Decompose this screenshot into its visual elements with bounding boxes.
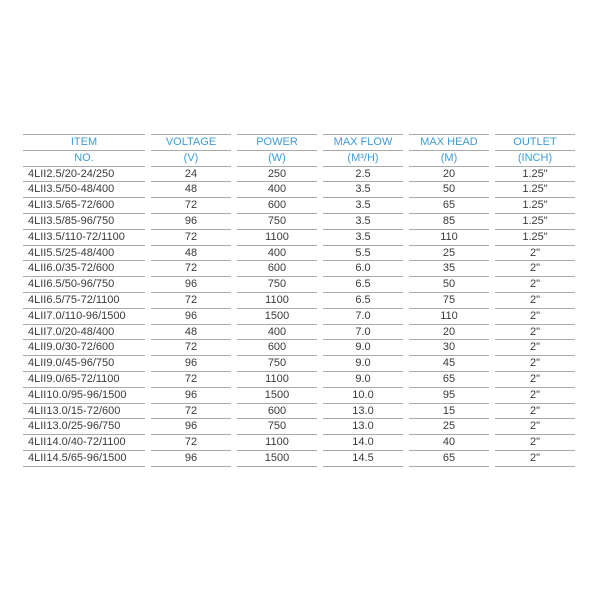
cell-voltage: 72 bbox=[151, 435, 231, 451]
cell-outlet: 2" bbox=[495, 388, 575, 404]
cell-voltage: 24 bbox=[151, 167, 231, 183]
cell-power: 400 bbox=[237, 325, 317, 341]
cell-outlet: 2" bbox=[495, 309, 575, 325]
cell-power: 600 bbox=[237, 404, 317, 420]
cell-max-head: 50 bbox=[409, 182, 489, 198]
pump-spec-table bbox=[17, 134, 581, 467]
cell-item-no: 4LII2.5/20-24/250 bbox=[23, 167, 145, 183]
cell-voltage: 96 bbox=[151, 214, 231, 230]
cell-outlet: 1.25" bbox=[495, 198, 575, 214]
cell-max-head: 35 bbox=[409, 261, 489, 277]
table-row bbox=[23, 293, 575, 309]
col-unit-item: NO. bbox=[23, 151, 145, 167]
cell-power: 1500 bbox=[237, 388, 317, 404]
cell-voltage: 72 bbox=[151, 404, 231, 420]
table-row bbox=[23, 182, 575, 198]
table-row bbox=[23, 277, 575, 293]
table-row bbox=[23, 325, 575, 341]
cell-outlet: 2" bbox=[495, 372, 575, 388]
cell-max-head: 50 bbox=[409, 277, 489, 293]
cell-max-head: 40 bbox=[409, 435, 489, 451]
col-unit-power: (W) bbox=[237, 151, 317, 167]
col-header-outlet: OUTLET bbox=[495, 134, 575, 151]
table-row bbox=[23, 261, 575, 277]
cell-outlet: 2" bbox=[495, 293, 575, 309]
cell-max-head: 85 bbox=[409, 214, 489, 230]
cell-max-head: 110 bbox=[409, 309, 489, 325]
cell-item-no: 4LII6.5/75-72/1100 bbox=[23, 293, 145, 309]
cell-power: 1100 bbox=[237, 293, 317, 309]
cell-voltage: 96 bbox=[151, 419, 231, 435]
table-row bbox=[23, 198, 575, 214]
cell-voltage: 48 bbox=[151, 246, 231, 262]
cell-power: 600 bbox=[237, 340, 317, 356]
cell-power: 400 bbox=[237, 182, 317, 198]
cell-voltage: 72 bbox=[151, 293, 231, 309]
cell-item-no: 4LII3.5/65-72/600 bbox=[23, 198, 145, 214]
cell-voltage: 72 bbox=[151, 198, 231, 214]
cell-outlet: 2" bbox=[495, 277, 575, 293]
cell-item-no: 4LII3.5/85-96/750 bbox=[23, 214, 145, 230]
cell-max-head: 25 bbox=[409, 246, 489, 262]
table-row bbox=[23, 451, 575, 467]
cell-outlet: 2" bbox=[495, 435, 575, 451]
cell-max-head: 45 bbox=[409, 356, 489, 372]
cell-power: 1100 bbox=[237, 372, 317, 388]
cell-item-no: 4LII14.0/40-72/1100 bbox=[23, 435, 145, 451]
cell-max-head: 110 bbox=[409, 230, 489, 246]
cell-outlet: 2" bbox=[495, 404, 575, 420]
col-unit-voltage: (V) bbox=[151, 151, 231, 167]
cell-voltage: 96 bbox=[151, 388, 231, 404]
cell-item-no: 4LII13.0/15-72/600 bbox=[23, 404, 145, 420]
cell-outlet: 1.25" bbox=[495, 182, 575, 198]
cell-voltage: 96 bbox=[151, 309, 231, 325]
table-row bbox=[23, 214, 575, 230]
cell-item-no: 4LII9.0/65-72/1100 bbox=[23, 372, 145, 388]
col-header-voltage: VOLTAGE bbox=[151, 134, 231, 151]
cell-max-flow: 5.5 bbox=[323, 246, 403, 262]
cell-voltage: 48 bbox=[151, 182, 231, 198]
cell-max-head: 15 bbox=[409, 404, 489, 420]
table-row bbox=[23, 230, 575, 246]
cell-max-head: 65 bbox=[409, 372, 489, 388]
cell-max-flow: 2.5 bbox=[323, 167, 403, 183]
table-row bbox=[23, 404, 575, 420]
cell-outlet: 1.25" bbox=[495, 230, 575, 246]
cell-outlet: 1.25" bbox=[495, 214, 575, 230]
cell-power: 750 bbox=[237, 277, 317, 293]
cell-max-flow: 10.0 bbox=[323, 388, 403, 404]
cell-max-flow: 6.5 bbox=[323, 277, 403, 293]
cell-max-flow: 14.0 bbox=[323, 435, 403, 451]
cell-item-no: 4LII3.5/50-48/400 bbox=[23, 182, 145, 198]
cell-item-no: 4LII5.5/25-48/400 bbox=[23, 246, 145, 262]
cell-power: 1500 bbox=[237, 451, 317, 467]
cell-max-head: 65 bbox=[409, 198, 489, 214]
table-row bbox=[23, 435, 575, 451]
col-unit-outlet: (INCH) bbox=[495, 151, 575, 167]
cell-max-flow: 7.0 bbox=[323, 309, 403, 325]
cell-power: 600 bbox=[237, 198, 317, 214]
cell-item-no: 4LII10.0/95-96/1500 bbox=[23, 388, 145, 404]
cell-voltage: 72 bbox=[151, 340, 231, 356]
cell-max-flow: 13.0 bbox=[323, 404, 403, 420]
col-unit-max-flow: (M³/H) bbox=[323, 151, 403, 167]
cell-power: 250 bbox=[237, 167, 317, 183]
table-header bbox=[23, 134, 575, 167]
table-row bbox=[23, 372, 575, 388]
cell-outlet: 2" bbox=[495, 356, 575, 372]
cell-voltage: 48 bbox=[151, 325, 231, 341]
col-unit-max-head: (M) bbox=[409, 151, 489, 167]
col-header-power: POWER bbox=[237, 134, 317, 151]
cell-max-head: 20 bbox=[409, 325, 489, 341]
cell-item-no: 4LII9.0/30-72/600 bbox=[23, 340, 145, 356]
header-row-units bbox=[23, 151, 575, 167]
table-row bbox=[23, 388, 575, 404]
cell-item-no: 4LII6.5/50-96/750 bbox=[23, 277, 145, 293]
cell-outlet: 2" bbox=[495, 246, 575, 262]
col-header-max-flow: MAX FLOW bbox=[323, 134, 403, 151]
cell-max-head: 30 bbox=[409, 340, 489, 356]
cell-max-head: 75 bbox=[409, 293, 489, 309]
cell-max-flow: 3.5 bbox=[323, 230, 403, 246]
cell-max-flow: 9.0 bbox=[323, 372, 403, 388]
cell-item-no: 4LII7.0/20-48/400 bbox=[23, 325, 145, 341]
cell-voltage: 96 bbox=[151, 277, 231, 293]
table-row bbox=[23, 309, 575, 325]
col-header-max-head: MAX HEAD bbox=[409, 134, 489, 151]
cell-voltage: 96 bbox=[151, 451, 231, 467]
header-row-primary bbox=[23, 134, 575, 151]
cell-max-flow: 9.0 bbox=[323, 340, 403, 356]
cell-power: 400 bbox=[237, 246, 317, 262]
cell-max-flow: 13.0 bbox=[323, 419, 403, 435]
cell-power: 1100 bbox=[237, 435, 317, 451]
cell-outlet: 2" bbox=[495, 340, 575, 356]
cell-outlet: 2" bbox=[495, 419, 575, 435]
cell-power: 750 bbox=[237, 214, 317, 230]
cell-outlet: 2" bbox=[495, 325, 575, 341]
cell-max-flow: 9.0 bbox=[323, 356, 403, 372]
table-row bbox=[23, 340, 575, 356]
cell-max-flow: 3.5 bbox=[323, 198, 403, 214]
cell-max-head: 20 bbox=[409, 167, 489, 183]
cell-item-no: 4LII13.0/25-96/750 bbox=[23, 419, 145, 435]
cell-outlet: 2" bbox=[495, 261, 575, 277]
table-row bbox=[23, 419, 575, 435]
cell-power: 1500 bbox=[237, 309, 317, 325]
cell-voltage: 72 bbox=[151, 372, 231, 388]
cell-max-flow: 14.5 bbox=[323, 451, 403, 467]
cell-max-flow: 3.5 bbox=[323, 182, 403, 198]
cell-voltage: 72 bbox=[151, 261, 231, 277]
cell-item-no: 4LII7.0/110-96/1500 bbox=[23, 309, 145, 325]
col-header-item: ITEM bbox=[23, 134, 145, 151]
cell-max-head: 95 bbox=[409, 388, 489, 404]
cell-max-flow: 6.0 bbox=[323, 261, 403, 277]
cell-max-flow: 6.5 bbox=[323, 293, 403, 309]
cell-power: 750 bbox=[237, 356, 317, 372]
cell-max-head: 65 bbox=[409, 451, 489, 467]
cell-item-no: 4LII14.5/65-96/1500 bbox=[23, 451, 145, 467]
cell-voltage: 96 bbox=[151, 356, 231, 372]
cell-outlet: 1.25" bbox=[495, 167, 575, 183]
cell-outlet: 2" bbox=[495, 451, 575, 467]
cell-power: 1100 bbox=[237, 230, 317, 246]
cell-max-flow: 7.0 bbox=[323, 325, 403, 341]
cell-item-no: 4LII9.0/45-96/750 bbox=[23, 356, 145, 372]
table-row bbox=[23, 167, 575, 183]
cell-item-no: 4LII6.0/35-72/600 bbox=[23, 261, 145, 277]
table-row bbox=[23, 356, 575, 372]
cell-power: 750 bbox=[237, 419, 317, 435]
cell-power: 600 bbox=[237, 261, 317, 277]
cell-max-head: 25 bbox=[409, 419, 489, 435]
cell-voltage: 72 bbox=[151, 230, 231, 246]
cell-item-no: 4LII3.5/110-72/1100 bbox=[23, 230, 145, 246]
cell-max-flow: 3.5 bbox=[323, 214, 403, 230]
table-body bbox=[23, 167, 575, 467]
table-row bbox=[23, 246, 575, 262]
